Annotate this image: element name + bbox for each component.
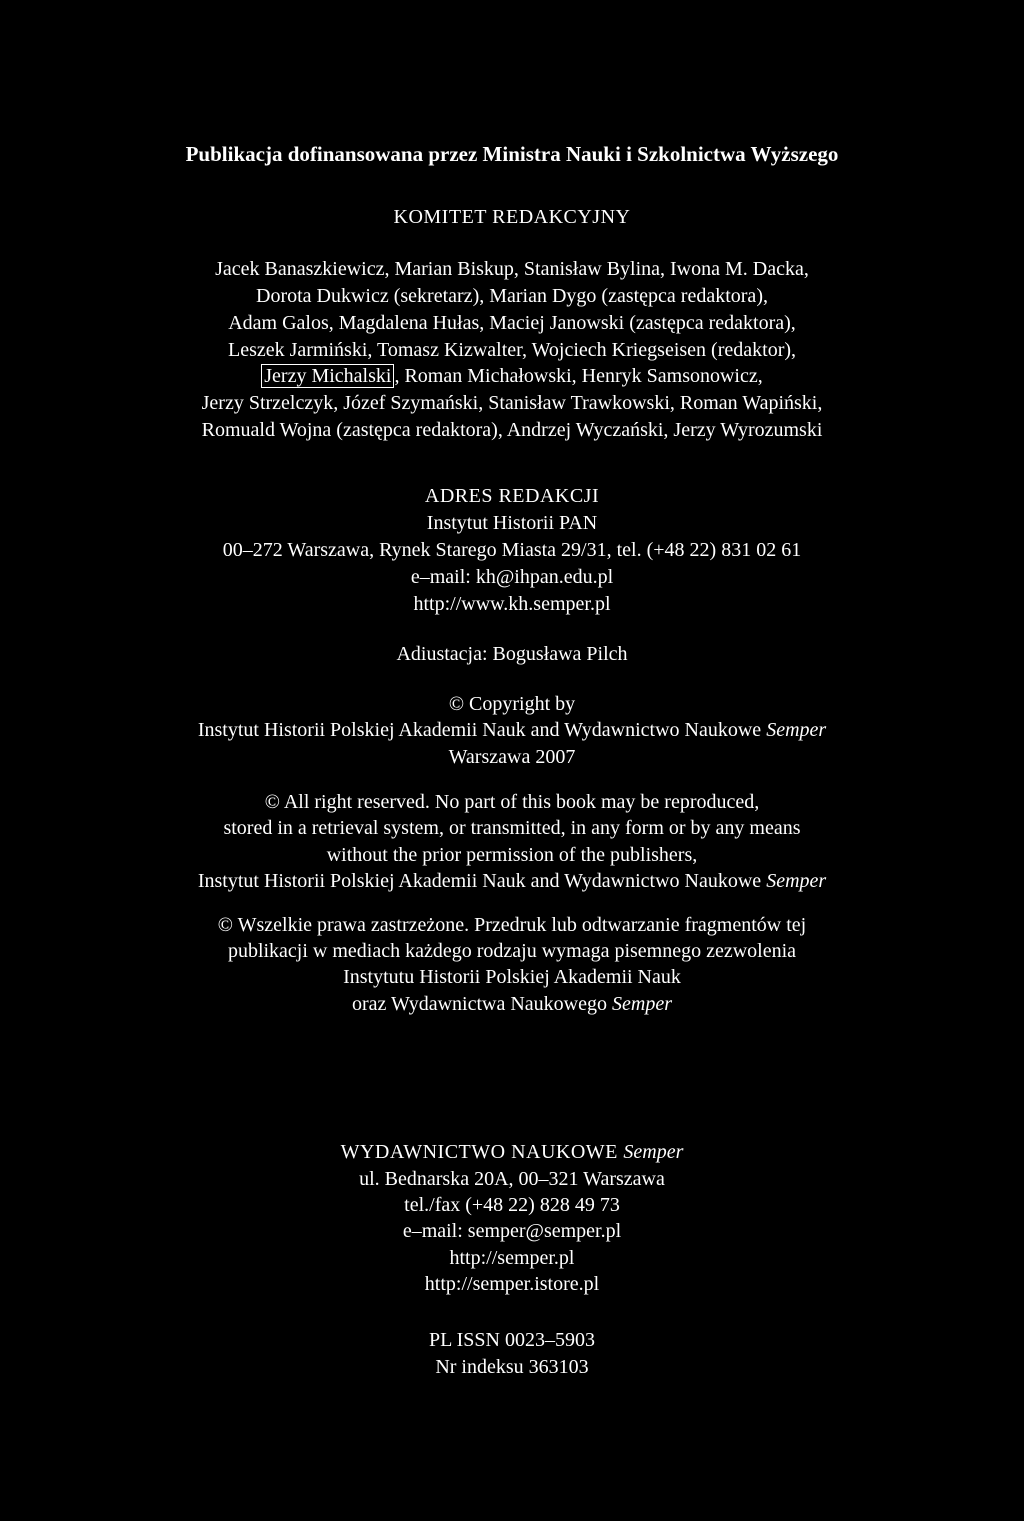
address-url: http://www.kh.semper.pl: [413, 593, 611, 615]
rights-en-line: © All right reserved. No part of this book may be reproduced,: [264, 791, 760, 813]
committee-line: Leszek Jarmiński, Tomasz Kizwalter, Wojciech Kriegseisen (redaktor),: [227, 339, 797, 361]
rights-en-line: stored in a retrieval system, or transmitted, in any form or by any means: [223, 817, 801, 839]
publisher-email: e–mail: semper@semper.pl: [402, 1220, 622, 1242]
publisher-url: http://semper.pl: [449, 1247, 575, 1269]
committee-line: [0, 364, 1024, 388]
rights-pl-line: © Wszelkie prawa zastrzeżone. Przedruk lub odtwarzanie fragmentów tej: [217, 914, 807, 936]
address-street: 00–272 Warszawa, Rynek Starego Miasta 29/31, tel. (+48 22) 831 02 61: [222, 539, 802, 561]
rights-pl-line: [0, 992, 1024, 1016]
deceased-member-name-box: Jerzy Michalski: [261, 364, 394, 388]
copyright-holders: [0, 718, 1024, 742]
rights-en-line: without the prior permission of the publishers,: [326, 844, 698, 866]
semper-wordmark: Semper: [612, 993, 672, 1015]
address-email: e–mail: kh@ihpan.edu.pl: [410, 566, 614, 588]
copyright-place-year: Warszawa 2007: [448, 746, 576, 768]
publisher-name-text: WYDAWNICTWO NAUKOWE: [340, 1141, 624, 1163]
rights-pl-line: publikacji w mediach każdego rodzaju wymaga pisemnego zezwolenia: [227, 940, 797, 962]
semper-wordmark: Semper: [766, 719, 827, 741]
committee-line: Romuald Wojna (zastępca redaktora), Andrzej Wyczański, Jerzy Wyrozumski: [201, 419, 823, 441]
committee-line: Adam Galos, Magdalena Hułas, Maciej Janowski (zastępca redaktora),: [228, 312, 796, 334]
address-heading: ADRES REDAKCJI: [424, 485, 600, 507]
rights-en-holders-text: Instytut Historii Polskiej Akademii Nauk and Wydawnictwo Naukowe: [197, 870, 767, 892]
rights-pl-holders-text: oraz Wydawnictwa Naukowego: [352, 993, 612, 1015]
semper-wordmark: Semper: [623, 1141, 684, 1163]
committee-line: Jacek Banaszkiewicz, Marian Biskup, Stanisław Bylina, Iwona M. Dacka,: [215, 258, 809, 280]
publisher-store-url: http://semper.istore.pl: [424, 1273, 600, 1295]
publisher-address: ul. Bednarska 20A, 00–321 Warszawa: [359, 1168, 665, 1190]
committee-line: Dorota Dukwicz (sekretarz), Marian Dygo (zastępca redaktora),: [256, 285, 768, 307]
index-number: Nr indeksu 363103: [435, 1356, 589, 1378]
rights-en-line: [0, 869, 1024, 893]
publisher-phone: tel./fax (+48 22) 828 49 73: [404, 1194, 620, 1216]
address-institute: Instytut Historii PAN: [426, 512, 598, 534]
funding-note: Publikacja dofinansowana przez Ministra Nauki i Szkolnictwa Wyższego: [185, 142, 839, 166]
committee-line-rest: , Roman Michałowski, Henryk Samsonowicz,: [394, 365, 763, 387]
publisher-name: [0, 1140, 1024, 1164]
committee-heading: KOMITET REDAKCYJNY: [393, 206, 631, 228]
issn: PL ISSN 0023–5903: [429, 1329, 595, 1351]
committee-line: Jerzy Strzelczyk, Józef Szymański, Stanisław Trawkowski, Roman Wapiński,: [201, 392, 823, 414]
semper-wordmark: Semper: [766, 870, 827, 892]
copyright-line: © Copyright by: [448, 693, 576, 715]
copyright-holders-text: Instytut Historii Polskiej Akademii Nauk and Wydawnictwo Naukowe: [197, 719, 767, 741]
copy-editing: Adiustacja: Bogusława Pilch: [396, 643, 628, 665]
rights-pl-line: Instytutu Historii Polskiej Akademii Nauk: [343, 966, 681, 988]
